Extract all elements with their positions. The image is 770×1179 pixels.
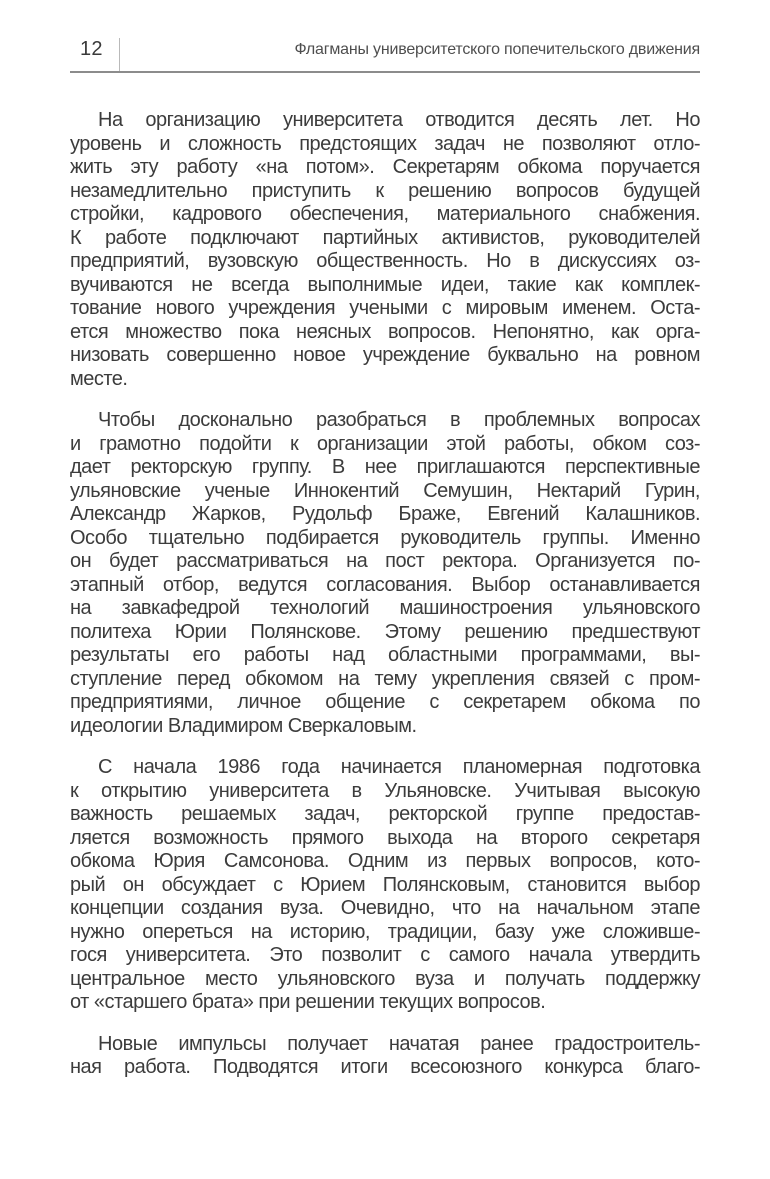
text-line: тование нового учреждения учеными с мировым именем. Оста- bbox=[70, 297, 700, 319]
text-line: месте. bbox=[70, 367, 128, 390]
text-line: ная работа. Подводятся итоги всесоюзного конкурса благо- bbox=[70, 1056, 700, 1078]
text-line: предприятиями, личное общение с секретарем обкома по bbox=[70, 691, 700, 713]
text-line: центральное место ульяновского вуза и получать поддержку bbox=[70, 967, 700, 990]
text-line: дает ректорскую группу. В нее приглашаются перспективные bbox=[70, 456, 700, 478]
text-line: от «старшего брата» при решении текущих вопросов. bbox=[70, 991, 546, 1013]
text-line: На организацию университета отводится десять лет. Но bbox=[98, 109, 700, 131]
page-body bbox=[70, 109, 700, 1080]
text-line: предприятий, вузовскую общественность. Но в дискуссиях оз- bbox=[70, 250, 700, 272]
page-number: 12 bbox=[80, 38, 103, 60]
text-line: идеологии Владимиром Сверкаловым. bbox=[70, 714, 417, 737]
text-line: ульяновские ученые Иннокентий Семушин, Нектарий Гурин, bbox=[70, 479, 700, 502]
book-page bbox=[0, 38, 770, 1080]
text-line: концепции создания вуза. Очевидно, что на начальном этапе bbox=[70, 897, 700, 919]
text-line: и грамотно подойти к организации этой работы, обком соз- bbox=[70, 432, 700, 455]
paragraph bbox=[70, 756, 700, 1015]
running-title: Флагманы университетского попечительского движения bbox=[294, 41, 700, 58]
text-line: жить эту работу «на потом». Секретарям обкома поручается bbox=[70, 156, 700, 178]
text-line: к открытию университета в Ульяновске. Учитывая высокую bbox=[70, 779, 700, 802]
text-line: Чтобы досконально разобраться в проблемных вопросах bbox=[98, 409, 700, 431]
text-line: Александр Жарков, Рудольф Браже, Евгений Калашников. bbox=[70, 503, 700, 525]
text-line: результаты его работы над областными программами, вы- bbox=[70, 644, 700, 666]
text-line: С начала 1986 года начинается планомерная подготовка bbox=[98, 756, 700, 778]
text-line: незамедлительно приступить к решению вопросов будущей bbox=[70, 179, 700, 202]
text-line: гося университета. Это позволит с самого начала утвердить bbox=[70, 944, 700, 966]
text-line: этапный отбор, ведутся согласования. Выбор останавливается bbox=[70, 573, 700, 596]
text-line: ется множество пока неясных вопросов. Непонятно, как орга- bbox=[70, 320, 700, 343]
text-line: он будет рассматриваться на пост ректора. Организуется по- bbox=[70, 550, 700, 572]
text-line: стройки, кадрового обеспечения, материального снабжения. bbox=[70, 203, 700, 225]
text-line: Особо тщательно подбирается руководитель группы. Именно bbox=[70, 526, 700, 549]
text-line: К работе подключают партийных активистов, руководителей bbox=[70, 226, 700, 249]
text-line: на завкафедрой технологий машиностроения ульяновского bbox=[70, 597, 700, 619]
paragraph bbox=[70, 109, 700, 391]
text-line: важность решаемых задач, ректорской группе предостав- bbox=[70, 803, 700, 825]
running-header bbox=[70, 38, 700, 73]
text-line: ступление перед обкомом на тему укрепления связей с пром- bbox=[70, 667, 700, 690]
text-line: рый он обсуждает с Юрием Полянсковым, становится выбор bbox=[70, 873, 700, 896]
text-line: обкома Юрия Самсонова. Одним из первых вопросов, кото- bbox=[70, 850, 700, 872]
paragraph bbox=[70, 409, 700, 738]
text-line: политеха Юрии Полянскове. Этому решению предшествуют bbox=[70, 620, 700, 643]
page-number-cell bbox=[70, 38, 120, 71]
text-line: ляется возможность прямого выхода на второго секретаря bbox=[70, 826, 700, 849]
text-line: вучиваются не всегда выполнимые идеи, такие как комплек- bbox=[70, 273, 700, 296]
text-line: Новые импульсы получает начатая ранее градостроитель- bbox=[98, 1032, 700, 1055]
paragraph bbox=[70, 1033, 700, 1080]
text-line: низовать совершенно новое учреждение буквально на ровном bbox=[70, 344, 700, 366]
text-line: уровень и сложность предстоящих задач не позволяют отло- bbox=[70, 132, 700, 155]
text-line: нужно опереться на историю, традиции, базу уже сложивше- bbox=[70, 920, 700, 943]
